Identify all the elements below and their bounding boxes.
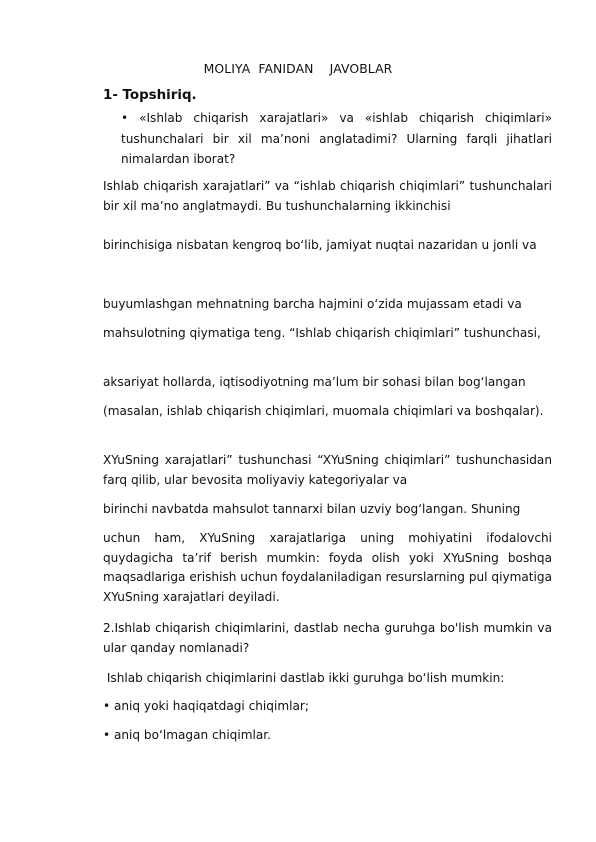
bullet-item-1: • aniq yoki haqiqatdagi chiqimlar; [103,699,309,713]
paragraph-2: birinchisiga nisbatan kengroq bo‘lib, jamiyat nuqtai nazaridan u jonli va [103,238,537,252]
task-heading: 1- Topshiriq. [103,88,197,103]
paragraph-8: birinchi navbatda mahsulot tannarxi bilan uzviy bog‘langan. Shuning [103,502,521,516]
paragraph-1: Ishlab chiqarish xarajatlari” va “ishlab chiqarish chiqimlari” tushunchalari bir xil maʼno anglatmaydi. Bu tushunchalarning ikkinchisi [103,179,552,213]
question-1: • «Ishlab chiqarish xarajatlari» va «ishlab chiqarish chiqimlari» tushunchalari bir xil ma’noni anglatadimi? Ularning farqli jihatlari nimalardan iborat? [121,111,552,166]
page-title: MOLIYA FANIDAN JAVOBLAR [203,61,393,76]
paragraph-10: 2.Ishlab chiqarish chiqimlarini, dastlab necha guruhga bo'lish mumkin va ular qanday nomlanadi? [103,621,552,655]
paragraph-9: uchun ham, XYuSning xarajatlariga uning mohiyatini ifodalovchi quydagicha ta’rif berish mumkin: foyda olish yoki XYuSning boshqa maqsadlariga erishish uchun foydalaniladigan resurslarning pul qiymatiga XYuSning xarajatlari deyiladi. [103,531,552,604]
paragraph-11: Ishlab chiqarish chiqimlarini dastlab ikki guruhga bo‘lish mumkin: [103,671,505,685]
bullet-item-2: • aniq bo‘lmagan chiqimlar. [103,728,271,742]
paragraph-7: XYuSning xarajatlari” tushunchasi “XYuSning chiqimlari” tushunchasidan farq qilib, ular bevosita moliyaviy kategoriyalar va [103,453,552,487]
paragraph-5: aksariyat hollarda, iqtisodiyotning ma’lum bir sohasi bilan bog‘langan [103,375,526,389]
paragraph-4: mahsulotning qiymatiga teng. “Ishlab chiqarish chiqimlari” tushunchasi, [103,326,541,340]
paragraph-3: buyumlashgan mehnatning barcha hajmini o‘zida mujassam etadi va [103,297,522,311]
paragraph-6: (masalan, ishlab chiqarish chiqimlari, muomala chiqimlari va boshqalar). [103,404,544,418]
